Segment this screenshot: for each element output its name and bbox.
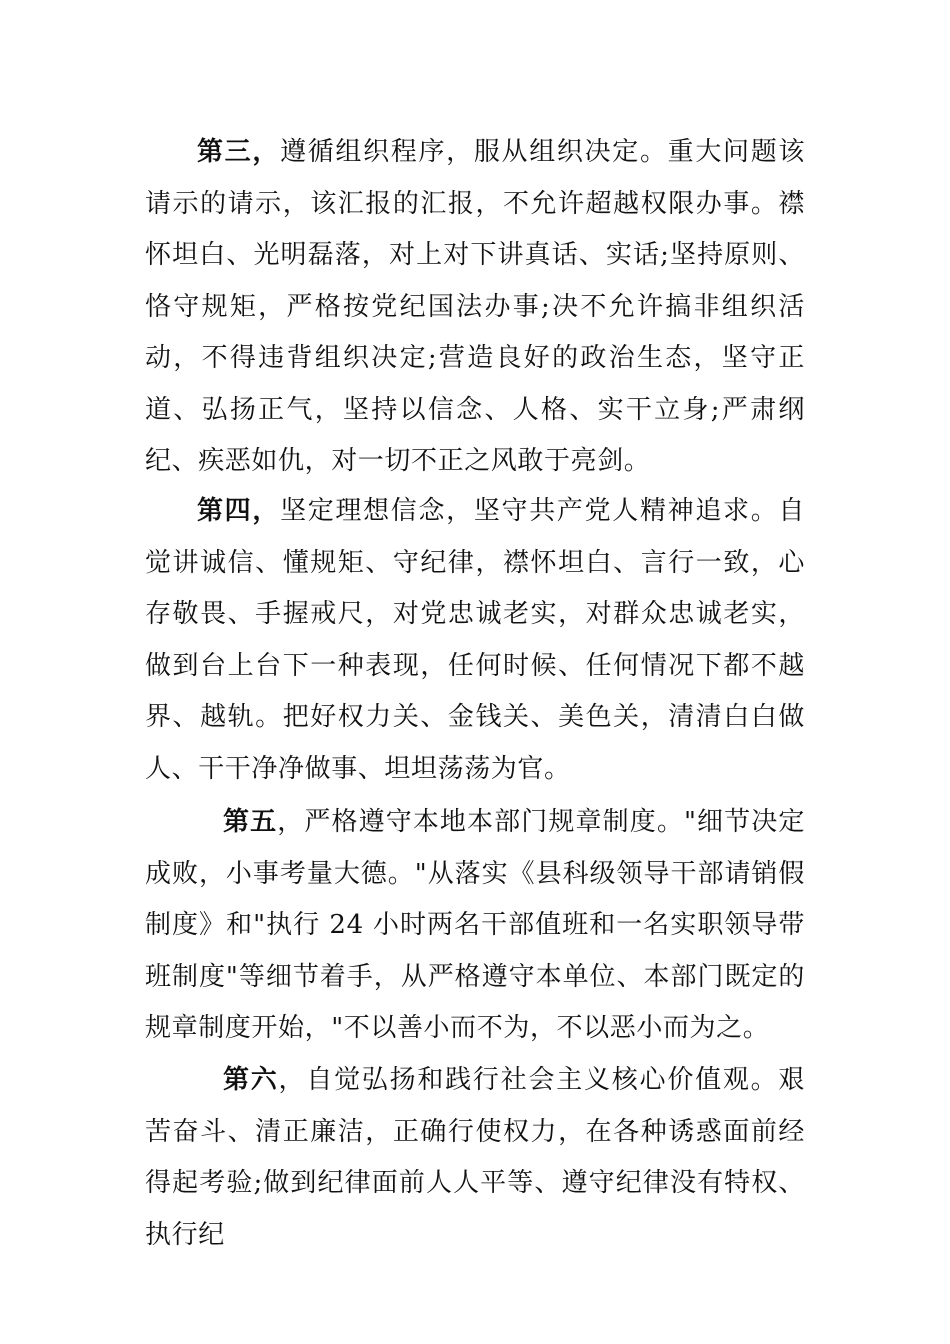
paragraph-body: 遵循组织程序，服从组织决定。重大问题该请示的请示，该汇报的汇报，不允许超越权限办事。襟怀坦白、光明磊落，对上对下讲真话、实话;坚持原则、恪守规矩，严格按党纪国法办事;决不允许搞非组织活动，不得违背组织决定;营造良好的政治生态，坚守正道、弘扬正气，坚持以信念、人格、实干立身;严肃纲纪、疾恶如仇，对一切不正之风敢于亮剑。 xyxy=(145,137,805,476)
paragraph-lead: 第六 xyxy=(223,1065,279,1095)
paragraph-fourth xyxy=(145,486,805,795)
paragraph-body: ，自觉弘扬和践行社会主义核心价值观。艰苦奋斗、清正廉洁，正确行使权力，在各种诱惑面前经得起考验;做到纪律面前人人平等、遵守纪律没有特权、执行纪 xyxy=(145,1065,805,1250)
paragraph-body: 坚定理想信念，坚守共产党人精神追求。自觉讲诚信、懂规矩、守纪律，襟怀坦白、言行一致，心存敬畏、手握戒尺，对党忠诚老实，对群众忠诚老实，做到台上台下一种表现，任何时候、任何情况下都不越界、越轨。把好权力关、金钱关、美色关，清清白白做人、干干净净做事、坦坦荡荡为官。 xyxy=(145,496,805,784)
paragraph-body: ，严格遵守本地本部门规章制度。"细节决定成败，小事考量大德。"从落实《县科级领导干部请销假制度》和"执行 24 小时两名干部值班和一名实职领导带班制度"等细节着手，从严格遵守本单位、本部门既定的规章制度开始，"不以善小而不为，不以恶小而为之。 xyxy=(145,807,805,1043)
paragraph-lead: 第五 xyxy=(223,807,278,837)
paragraph-third xyxy=(145,127,805,488)
paragraph-lead: 第三， xyxy=(197,137,281,167)
paragraph-lead: 第四， xyxy=(197,496,281,526)
paragraph-fifth xyxy=(145,797,805,1055)
paragraph-sixth xyxy=(145,1055,805,1261)
